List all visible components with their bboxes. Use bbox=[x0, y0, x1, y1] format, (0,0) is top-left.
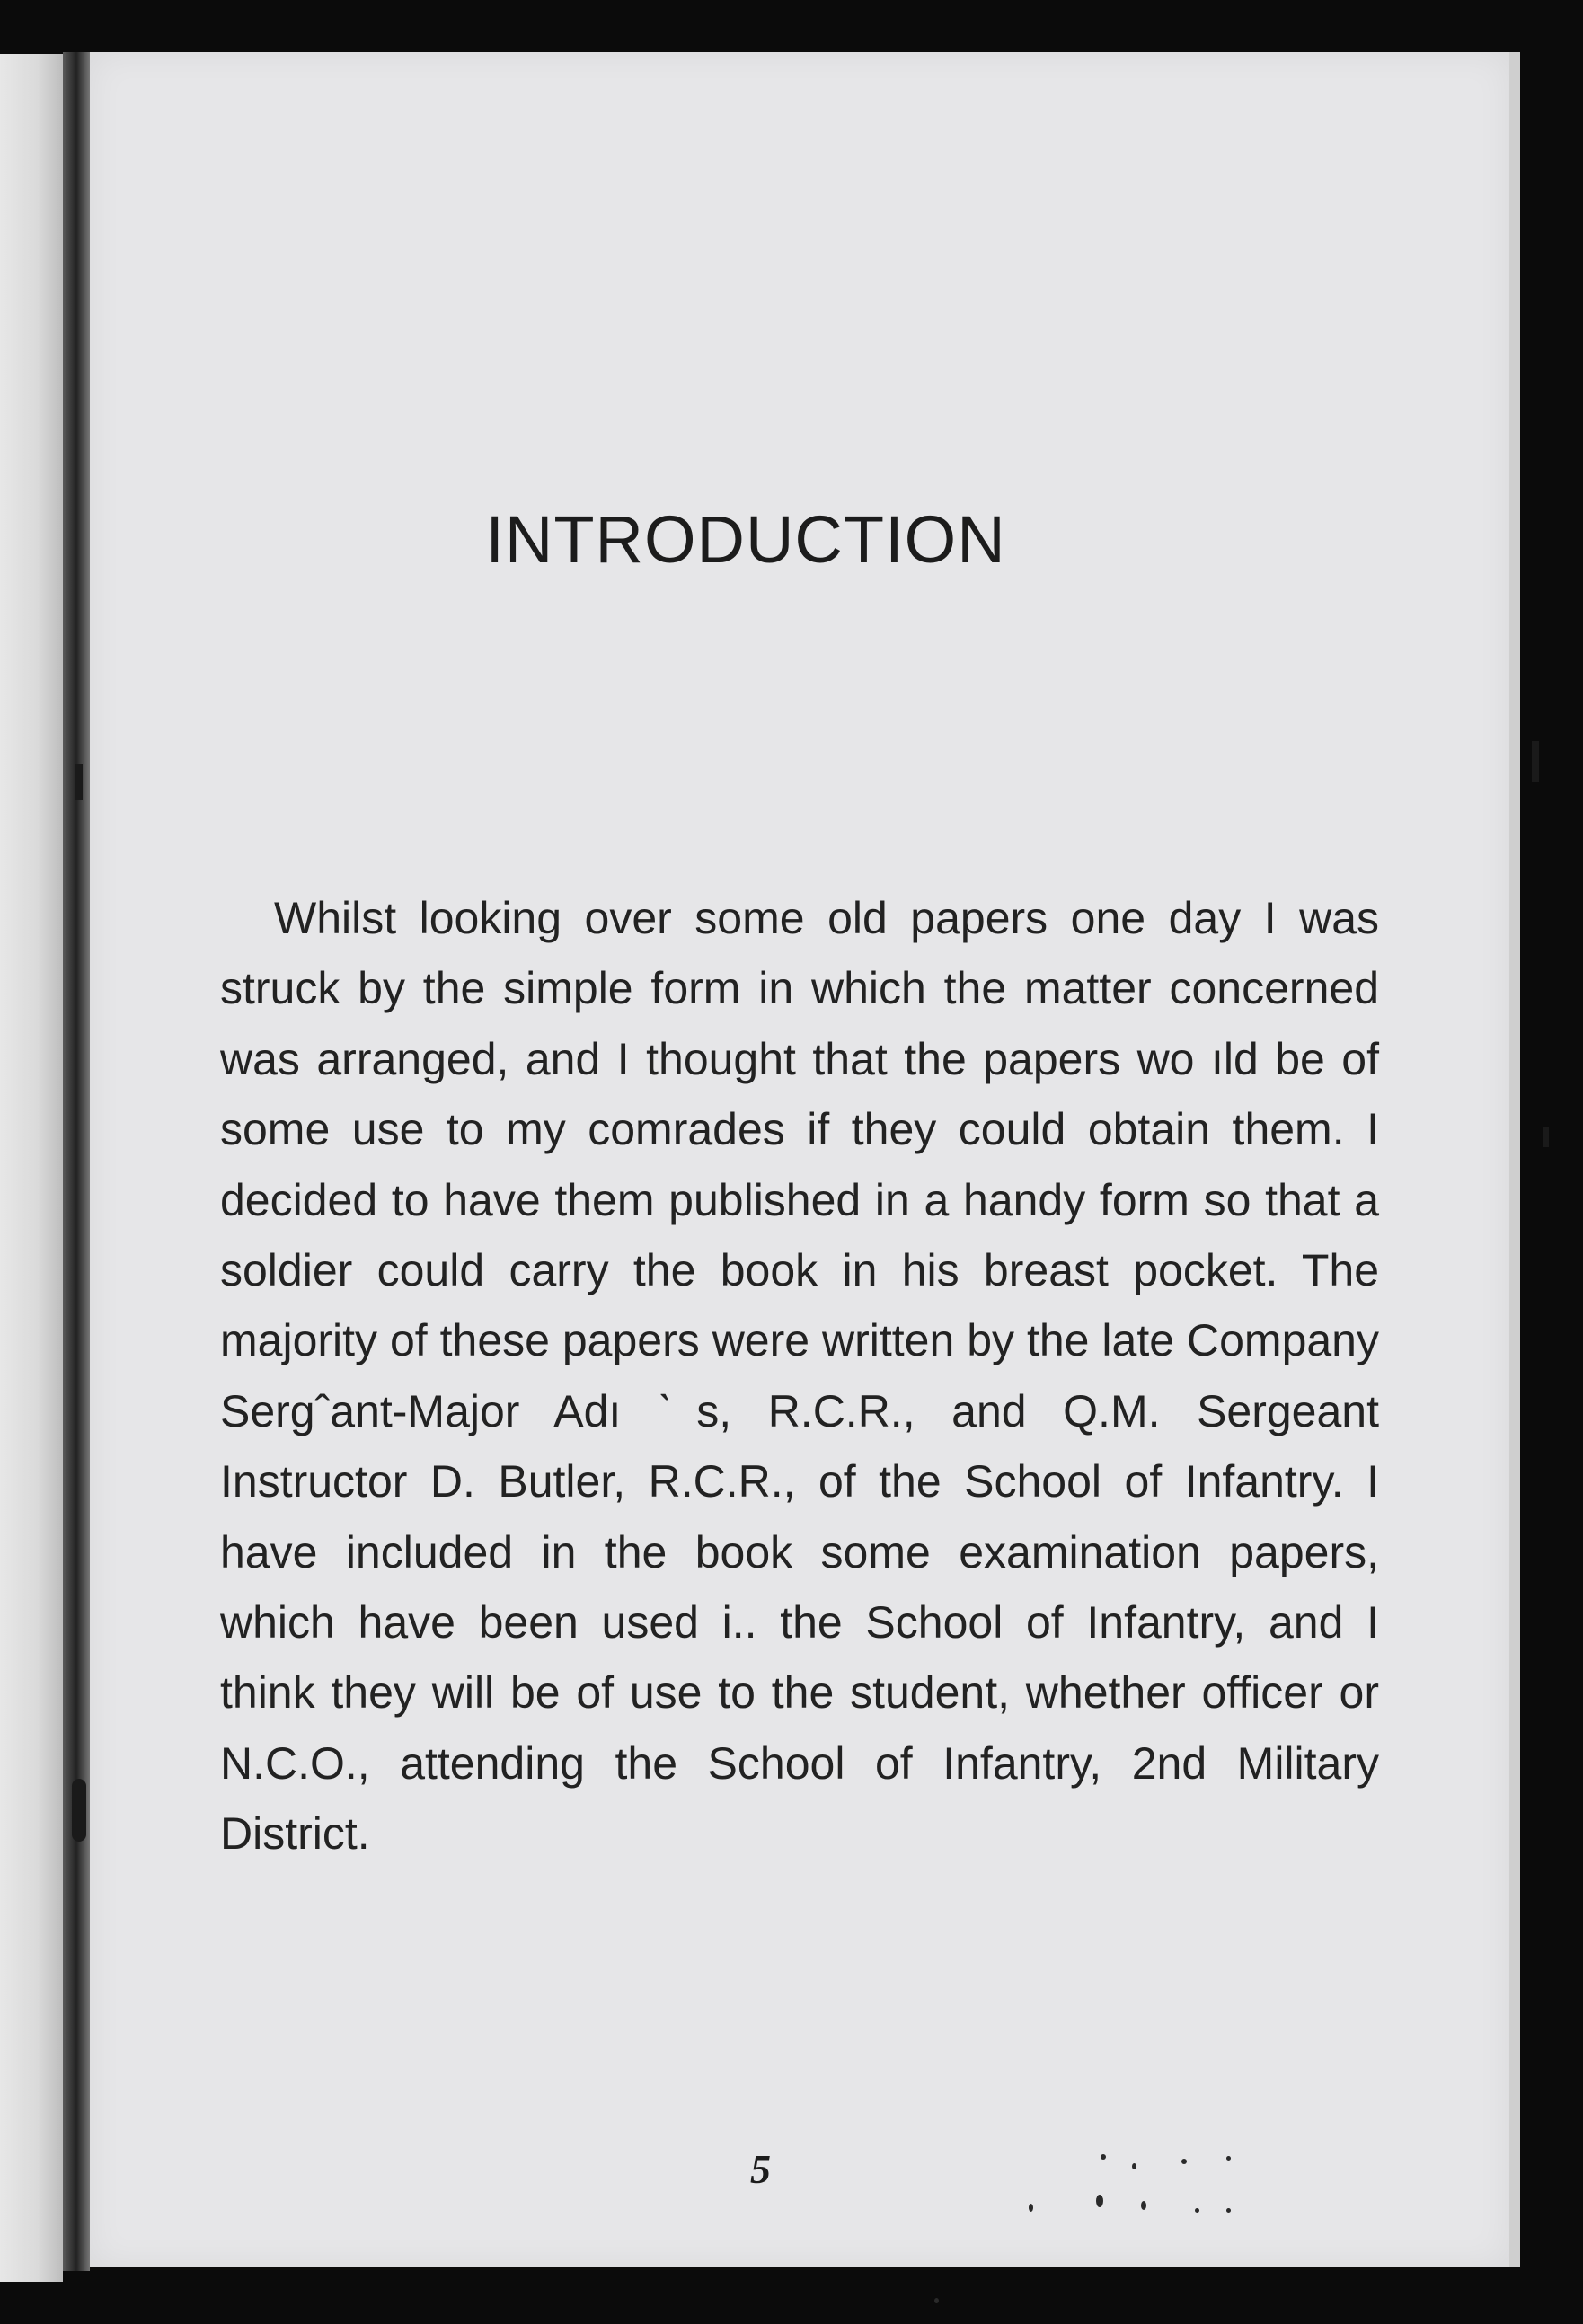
scan-speck bbox=[1226, 2208, 1231, 2213]
scan-speck bbox=[1101, 2154, 1106, 2160]
scan-speck bbox=[1132, 2163, 1136, 2169]
scan-speck bbox=[1029, 2204, 1033, 2212]
facing-page-edge bbox=[0, 54, 63, 2282]
scan-speck bbox=[1096, 2195, 1103, 2207]
scan-speck bbox=[1181, 2159, 1187, 2164]
page-number: 5 bbox=[750, 2146, 771, 2192]
binding-mark bbox=[1543, 1127, 1549, 1147]
book-gutter bbox=[63, 52, 90, 2271]
binding-mark bbox=[75, 764, 83, 800]
page-title: INTRODUCTION bbox=[485, 502, 1006, 577]
introduction-paragraph: Whilst looking over some old papers one day I was struck by the simple form in which the matter concerned was arranged, and I thought that the papers wo ıld be of some use to my comrades if they could obtain them. I decided to have them published in a handy form so that a soldier could carry the book in his breast pocket. The majority of these papers were written by the late Company Sergˆant-Major Adı ˋs, R.C.R., and Q.M. Sergeant Instructor D. Butler, R.C.R., of the School of Infantry. I have included in the book some examination papers, which have been used i.. the School of Infantry, and I think they will be of use to the student, whether officer or N.C.O., attending the School of Infantry, 2nd Military District. bbox=[220, 893, 1379, 1860]
scan-speck bbox=[1141, 2201, 1146, 2210]
scan-speck bbox=[934, 2298, 939, 2303]
scan-speck bbox=[1226, 2156, 1231, 2161]
binding-mark bbox=[72, 1779, 86, 1842]
scan-speck bbox=[1195, 2208, 1199, 2213]
document-page bbox=[90, 52, 1520, 2267]
binding-mark bbox=[1532, 741, 1539, 782]
